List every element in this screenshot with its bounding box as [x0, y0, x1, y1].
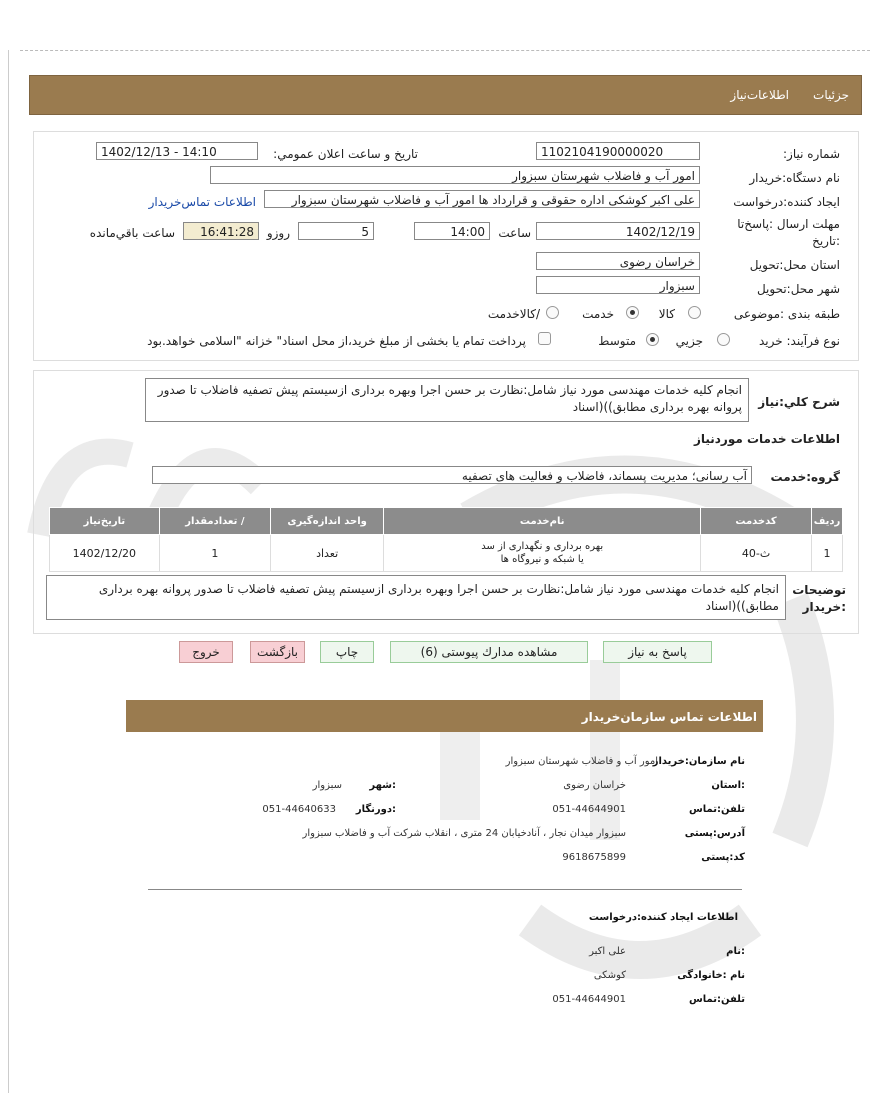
- city-label: شهر محل:تحويل: [756, 282, 840, 296]
- category-label: طبقه بندی :موضوعی: [733, 307, 840, 321]
- buyer-notes-text: انجام کلیه خدمات مهندسی مورد نیاز شامل:نظارت بر حسن اجرا وبهره برداری ازسیستم پیش تصفیه فاضلاب تا صدور پروانه بهره برداری مطابق))(اسناد: [46, 575, 786, 620]
- creator-heading: اطلاعات ایجاد کننده:درخواست: [588, 912, 738, 923]
- announce-field[interactable]: 1402/12/13 - 14:10: [96, 142, 258, 160]
- postal-label: کد:پستی: [701, 852, 745, 863]
- need-number-field[interactable]: 1102104190000020: [536, 142, 700, 160]
- name-value: علی اکبر: [589, 946, 626, 957]
- category-service-label: خدمت: [582, 307, 614, 321]
- service-group-label: گروه:خدمت: [770, 470, 840, 484]
- tab-need-info[interactable]: اطلاعات‌نیاز: [730, 88, 789, 102]
- phone-contact-value: 051-44644901: [552, 804, 626, 815]
- deadline-label: مهلت ارسال :پاسخ‌تا: [737, 217, 840, 231]
- col-qty: / تعدادمقدار: [159, 508, 270, 535]
- exit-button[interactable]: خروج: [179, 641, 233, 663]
- service-group-field[interactable]: آب رسانی؛ مدیریت پسماند، فاضلاب و فعالیت های تصفیه: [152, 466, 752, 484]
- name-label: :نام: [726, 946, 745, 957]
- cell-row: 1: [812, 535, 843, 572]
- city-contact-value: سبزوار: [312, 780, 342, 791]
- postal-value: 9618675899: [562, 852, 626, 863]
- time-label: ساعت: [498, 226, 531, 240]
- process-minor-label: جزيي: [675, 334, 703, 348]
- creator-field[interactable]: علی اکبر کوشکی اداره حقوقی و قرارداد ها امور آب و فاضلاب شهرستان سبزوار: [264, 190, 700, 208]
- left-border: [8, 50, 9, 1093]
- need-number-label: شماره نیاز:: [783, 147, 840, 161]
- category-goods-radio[interactable]: [688, 306, 701, 319]
- buyer-contact-link[interactable]: اطلاعات تماس‌خريدار: [148, 195, 256, 209]
- province-label: استان محل:تحويل: [749, 258, 840, 272]
- cell-qty: 1: [159, 535, 270, 572]
- province-field[interactable]: خراسان رضوی: [536, 252, 700, 270]
- phone-contact-label: تلفن:تماس: [688, 804, 745, 815]
- fax-label: :دورنگار: [355, 804, 396, 815]
- cell-unit: تعداد: [271, 535, 384, 572]
- family-value: کوشکی: [593, 970, 626, 981]
- cell-date: 1402/12/20: [50, 535, 160, 572]
- creator-label: ايجاد كننده:درخواست: [733, 195, 840, 209]
- buyer-org-field[interactable]: امور آب و فاضلاب شهرستان سبزوار: [210, 166, 700, 184]
- creator-phone-value: 051-44644901: [552, 994, 626, 1005]
- deadline-time-field[interactable]: 14:00: [414, 222, 490, 240]
- days-field[interactable]: 5: [298, 222, 374, 240]
- cell-name-line2: یا شبکه و نیروگاه ها: [500, 554, 584, 565]
- city-contact-label: :شهر: [369, 780, 396, 791]
- print-button[interactable]: چاپ: [320, 641, 374, 663]
- family-label: نام :خانوادگی: [677, 970, 745, 981]
- buyer-org-label: نام دستگاه:خريدار: [749, 171, 840, 185]
- cell-name-line1: بهره برداری و نگهداری از سد: [481, 541, 604, 552]
- province-contact-label: :استان: [711, 780, 745, 791]
- buyer-contact-bar: [126, 700, 763, 732]
- tab-details[interactable]: جزئیات: [813, 88, 849, 102]
- category-goods-service-radio[interactable]: [546, 306, 559, 319]
- contact-divider: [148, 889, 742, 890]
- col-row: رديف: [812, 508, 843, 535]
- table-header-row: [50, 508, 843, 535]
- remaining-label: ساعت باقي‌مانده: [89, 226, 175, 240]
- remaining-time-field: 16:41:28: [183, 222, 259, 240]
- top-divider: [20, 50, 870, 51]
- buyer-notes-label: توضيحات: [792, 583, 846, 597]
- deadline-label-2: :تاريخ: [812, 234, 840, 248]
- process-medium-radio[interactable]: [646, 333, 659, 346]
- category-service-radio[interactable]: [626, 306, 639, 319]
- services-heading: اطلاعات خدمات موردنياز: [693, 432, 840, 446]
- summary-title-text: انجام کلیه خدمات مهندسی مورد نیاز شامل:نظارت بر حسن اجرا وبهره برداری ازسیستم پیش تصفیه فاضلاب تا صدور پروانه بهره برداری مطابق))(اسناد: [145, 378, 749, 422]
- treasury-checkbox[interactable]: [538, 332, 551, 345]
- process-medium-label: متوسط: [598, 334, 636, 348]
- col-unit: واحد اندازه‌گيری: [271, 508, 384, 535]
- address-value: سبزوار میدان نجار ، آنادخیابان 24 متری ، انقلاب شرکت آب و فاضلاب سبزوار: [302, 828, 626, 839]
- summary-title-label: شرح كلي:نياز: [758, 395, 840, 409]
- city-field[interactable]: سبزوار: [536, 276, 700, 294]
- attachments-button[interactable]: مشاهده مدارك پيوستی (6): [390, 641, 588, 663]
- cell-name: [384, 535, 701, 572]
- back-button[interactable]: بازگشت: [250, 641, 305, 663]
- process-label: نوع فرآيند: خريد: [759, 334, 840, 348]
- details-header-bar: [29, 75, 862, 115]
- col-code: كدخدمت: [701, 508, 812, 535]
- address-label: آدرس:پستی: [684, 828, 745, 839]
- fax-value: 051-44640633: [262, 804, 336, 815]
- cell-code: ث-40: [701, 535, 812, 572]
- reply-button[interactable]: پاسخ به نياز: [603, 641, 712, 663]
- days-label: روزو: [266, 226, 290, 240]
- buyer-notes-label-2: :خريدار: [802, 600, 846, 614]
- creator-phone-label: تلفن:تماس: [688, 994, 745, 1005]
- treasury-note: پرداخت تمام يا بخشی از مبلغ خريد،از محل اسناد" خزانه "اسلامی خواهد.بود: [147, 334, 526, 348]
- province-contact-value: خراسان رضوی: [563, 780, 626, 791]
- services-table: [49, 507, 843, 572]
- process-minor-radio[interactable]: [717, 333, 730, 346]
- table-row[interactable]: [50, 535, 843, 572]
- org-value: امور آب و فاضلاب شهرستان سبزوار: [505, 756, 658, 767]
- deadline-date-field[interactable]: 1402/12/19: [536, 222, 700, 240]
- org-label: نام سازمان:خریدار: [652, 756, 745, 767]
- buyer-contact-title: اطلاعات تماس سازمان‌خریدار: [581, 710, 757, 724]
- category-goods-label: كالا: [658, 307, 675, 321]
- category-goods-service-label: /كالاخدمت: [487, 307, 540, 321]
- col-name: نام‌خدمت: [384, 508, 701, 535]
- col-date: تاريخ‌نياز: [50, 508, 160, 535]
- announce-label: تاریخ و ساعت اعلان عمومي:: [273, 147, 418, 161]
